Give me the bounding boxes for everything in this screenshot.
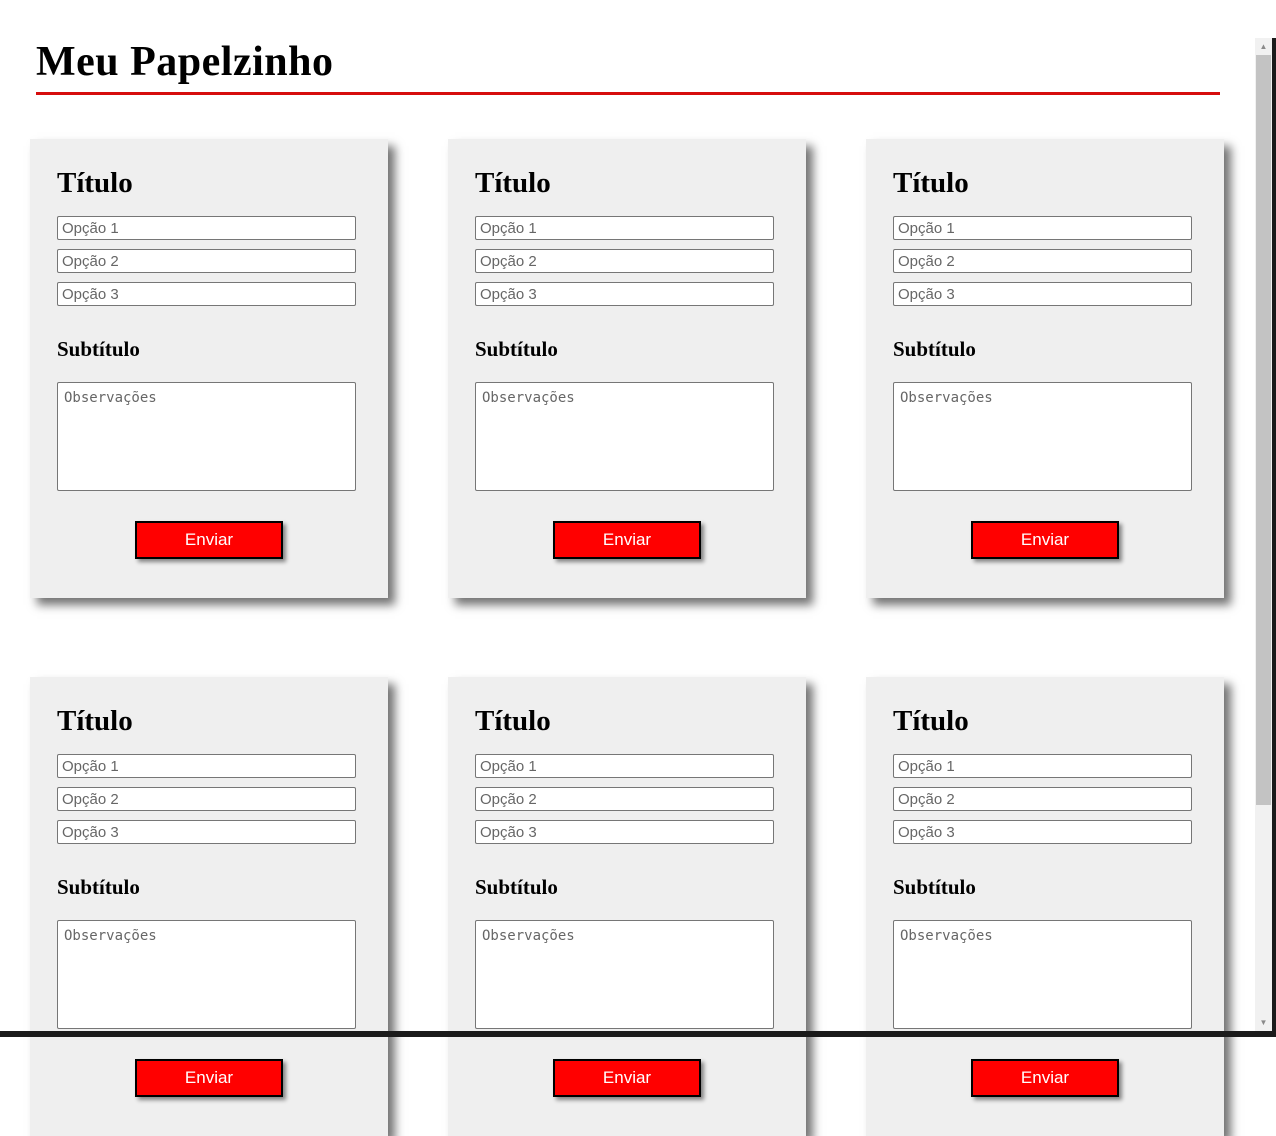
notes-textarea[interactable] bbox=[475, 382, 774, 491]
option-2-input[interactable] bbox=[893, 787, 1192, 811]
page-header bbox=[36, 38, 1220, 95]
page bbox=[0, 38, 1255, 1087]
submit-button[interactable]: Enviar bbox=[553, 521, 701, 559]
card-title: Título bbox=[893, 167, 969, 199]
page-title: Meu Papelzinho bbox=[36, 39, 334, 85]
option-1-input[interactable] bbox=[57, 754, 356, 778]
option-3-input[interactable] bbox=[893, 820, 1192, 844]
scroll-up-icon[interactable]: ▲ bbox=[1259, 42, 1268, 51]
submit-button[interactable]: Enviar bbox=[553, 1059, 701, 1097]
option-3-input[interactable] bbox=[475, 282, 774, 306]
vertical-scrollbar[interactable] bbox=[1255, 38, 1272, 1031]
form-card bbox=[448, 677, 806, 1136]
option-1-input[interactable] bbox=[475, 216, 774, 240]
form-card bbox=[30, 139, 388, 598]
option-2-input[interactable] bbox=[57, 787, 356, 811]
option-2-input[interactable] bbox=[475, 249, 774, 273]
card-subtitle: Subtítulo bbox=[893, 875, 976, 899]
card-subtitle: Subtítulo bbox=[475, 875, 558, 899]
option-3-input[interactable] bbox=[57, 282, 356, 306]
scrollbar-thumb[interactable] bbox=[1256, 55, 1271, 805]
form-card bbox=[866, 677, 1224, 1136]
card-title: Título bbox=[893, 705, 969, 737]
option-3-input[interactable] bbox=[475, 820, 774, 844]
submit-button[interactable]: Enviar bbox=[135, 521, 283, 559]
form-card bbox=[866, 139, 1224, 598]
option-1-input[interactable] bbox=[893, 754, 1192, 778]
option-1-input[interactable] bbox=[475, 754, 774, 778]
window-right-border bbox=[1272, 38, 1276, 1037]
option-1-input[interactable] bbox=[57, 216, 356, 240]
option-3-input[interactable] bbox=[57, 820, 356, 844]
option-2-input[interactable] bbox=[893, 249, 1192, 273]
card-title: Título bbox=[57, 705, 133, 737]
card-title: Título bbox=[57, 167, 133, 199]
notes-textarea[interactable] bbox=[475, 920, 774, 1029]
form-card bbox=[30, 677, 388, 1136]
notes-textarea[interactable] bbox=[57, 920, 356, 1029]
option-2-input[interactable] bbox=[475, 787, 774, 811]
notes-textarea[interactable] bbox=[893, 382, 1192, 491]
card-subtitle: Subtítulo bbox=[475, 337, 558, 361]
notes-textarea[interactable] bbox=[893, 920, 1192, 1029]
option-1-input[interactable] bbox=[893, 216, 1192, 240]
scroll-down-icon[interactable]: ▼ bbox=[1259, 1018, 1268, 1027]
card-grid bbox=[30, 139, 1226, 1136]
submit-button[interactable]: Enviar bbox=[971, 521, 1119, 559]
card-subtitle: Subtítulo bbox=[57, 337, 140, 361]
option-3-input[interactable] bbox=[893, 282, 1192, 306]
card-title: Título bbox=[475, 167, 551, 199]
option-2-input[interactable] bbox=[57, 249, 356, 273]
notes-textarea[interactable] bbox=[57, 382, 356, 491]
submit-button[interactable]: Enviar bbox=[135, 1059, 283, 1097]
card-subtitle: Subtítulo bbox=[893, 337, 976, 361]
card-title: Título bbox=[475, 705, 551, 737]
form-card bbox=[448, 139, 806, 598]
submit-button[interactable]: Enviar bbox=[971, 1059, 1119, 1097]
window-bottom-border bbox=[0, 1031, 1276, 1037]
card-subtitle: Subtítulo bbox=[57, 875, 140, 899]
